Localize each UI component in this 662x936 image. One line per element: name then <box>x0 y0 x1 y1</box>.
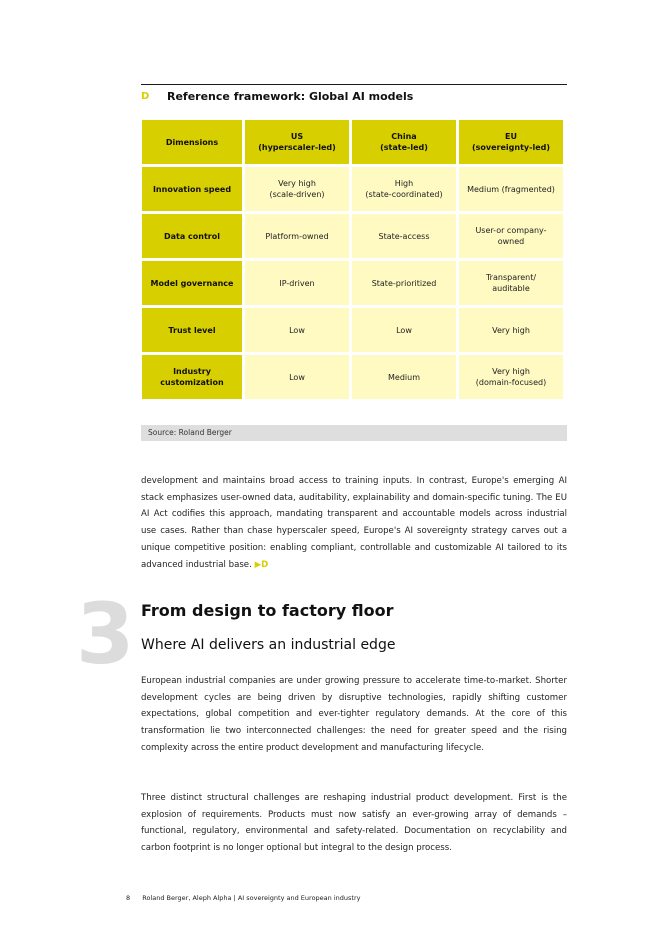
row-label: Data control <box>142 214 242 258</box>
paragraph-intro: European industrial companies are under growing pressure to accelerate time-to-market. Shorter development cycles are being driven by disruptive technologies, rapidly shifting customer expectations, global competition and ever-tighter regulatory demands. At the core of this transformation lie two interconnected challenges: the need for greater speed and the rising complexity across the entire product development and manufacturing lifecycle. <box>141 676 567 753</box>
row-label: Trust level <box>142 308 242 352</box>
table-header-row <box>142 120 563 164</box>
row-label: Industry customization <box>142 355 242 399</box>
paragraph-challenges: Three distinct structural challenges are reshaping industrial product development. First is the explosion of requirements. Products must now satisfy an ever-growing array of demands – functional, regulatory, environmental and safety-related. Documentation on recyclability and carbon footprint is no longer optional but integral to the design process. <box>141 793 567 854</box>
table-row <box>142 167 563 211</box>
table-source: Source: Roland Berger <box>141 425 567 441</box>
header-china: China (state-led) <box>352 120 456 164</box>
table-row <box>142 214 563 258</box>
section-number: 3 <box>76 585 135 683</box>
end-marker-icon: ▶D <box>254 559 269 570</box>
paragraph-continuation: development and maintains broad access to training inputs. In contrast, Europe's emerging AI stack emphasizes user-owned data, auditability, explainability and domain-specific tuning. The EU AI Act codifies this approach, mandating transparent and accountable models across industrial use cases. Rather than chase hyperscaler speed, Europe's AI sovereignty strategy carves out a unique competitive position: enabling compliant, controllable and customizable AI tailored to its advanced industrial base. ▶D <box>141 476 567 570</box>
cell-us: Low <box>245 355 349 399</box>
table-row <box>142 308 563 352</box>
cell-us: Low <box>245 308 349 352</box>
section-title: From design to factory floor <box>141 601 394 620</box>
cell-china: State-prioritized <box>352 261 456 305</box>
row-label: Innovation speed <box>142 167 242 211</box>
cell-eu: Very high <box>459 308 563 352</box>
cell-eu: Transparent/ auditable <box>459 261 563 305</box>
footer-text: Roland Berger, Aleph Alpha | AI sovereignty and European industry <box>142 894 361 902</box>
cell-china: High (state-coordinated) <box>352 167 456 211</box>
header-dimensions: Dimensions <box>142 120 242 164</box>
cell-us: Very high (scale-driven) <box>245 167 349 211</box>
header-us: US (hyperscaler-led) <box>245 120 349 164</box>
cell-china: Medium <box>352 355 456 399</box>
page-number: 8 <box>126 894 131 902</box>
table-row <box>142 355 563 399</box>
cell-us: Platform-owned <box>245 214 349 258</box>
figure-header <box>141 90 413 103</box>
framework-table <box>139 117 566 402</box>
cell-us: IP-driven <box>245 261 349 305</box>
cell-china: Low <box>352 308 456 352</box>
row-label: Model governance <box>142 261 242 305</box>
cell-eu: Medium (fragmented) <box>459 167 563 211</box>
table-row <box>142 261 563 305</box>
figure-letter: D <box>141 91 150 102</box>
figure-top-rule <box>141 84 567 85</box>
cell-china: State-access <box>352 214 456 258</box>
cell-eu: User-or company- owned <box>459 214 563 258</box>
figure-title: Reference framework: Global AI models <box>167 90 414 103</box>
page-footer <box>126 894 360 902</box>
header-eu: EU (sovereignty-led) <box>459 120 563 164</box>
cell-eu: Very high (domain-focused) <box>459 355 563 399</box>
section-subtitle: Where AI delivers an industrial edge <box>141 637 396 653</box>
